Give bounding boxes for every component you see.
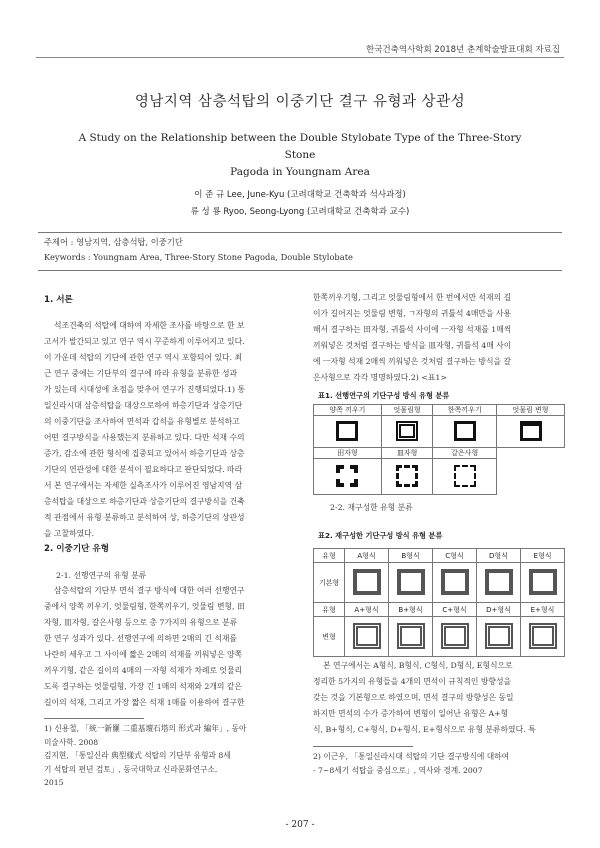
t2-head: A+형식: [345, 603, 389, 617]
s21-line: 끼우기형, 같은 길이의 4매의 ㅡ자형 석재가 차례로 엇물리: [44, 666, 243, 675]
page-number: - 207 -: [285, 820, 315, 830]
section-1-heading: 1. 서론: [44, 295, 73, 305]
t2-diagram: [521, 563, 565, 603]
r1-line: 한쪽끼우기형, 그리고 엇물림형에서 한 번에서만 석재의 길: [313, 293, 512, 302]
title-english-line1: A Study on the Relationship between the Double Stylobate Type of the Three-Story Stone: [78, 132, 522, 161]
fn2-line: - 7~8세기 석탑을 중심으로」, 역사와 경계. 2007: [313, 765, 483, 775]
footnote-rule: [44, 718, 144, 719]
footnote-rule-2: [313, 746, 413, 747]
fn1-line: 2015: [44, 778, 64, 787]
section-2-1-body: [44, 583, 289, 711]
r2-line: 정리한 5가지의 유형들을 4개의 면석이 규칙적인 방향성을: [313, 677, 512, 686]
s1-line: 이 가운데 석탑의 기단에 관한 연구 역시 포함되어 있다. 최: [44, 353, 243, 362]
t1-empty: [497, 459, 565, 495]
section-2-1-heading: 2-1. 선행연구의 유형 분류: [56, 571, 147, 580]
t2-diagram: [345, 563, 389, 603]
t2-row-label: 변형: [314, 617, 345, 657]
title-english-line2: Pagoda in Youngnam Area: [230, 166, 370, 178]
author-2: 류 성 룡 Ryoo, Seong-Lyong (고려대학교 건축학과 교수): [190, 207, 410, 217]
t1-head: 갈은사형: [433, 448, 497, 459]
t2-head: D+형식: [477, 603, 521, 617]
r1-line: 은사형으로 각각 명명하였다.2) <표1>: [313, 373, 447, 382]
s1-line: 적 관점에서 유형 분류하고 분석하여 상, 하층기단의 상관성: [44, 513, 245, 522]
s21-line: 나란히 세우고 그 사이에 짧은 2매의 석재를 끼워넣은 양쪽: [44, 650, 243, 659]
r2-line: 본 연구에서는 A형식, B형식, C형식, D형식, E형식으로: [323, 661, 513, 670]
r2-line: 식, B+형식, C+형식, D+형식, E+형식으로 유형 분류하였다. 특: [313, 725, 536, 734]
section-1-body: [44, 318, 289, 542]
s21-line: 길이의 석재, 그리고 가장 짧은 석재 1매를 이용하여 결구한: [44, 698, 245, 707]
s21-line: 한 연구 성과가 있다. 선행연구에 의하면 2매의 긴 석재를: [44, 634, 237, 643]
s1-line: 가 있는데 시대성에 초점을 맞추어 연구가 진행되었다.1) 통: [44, 385, 246, 394]
t1-diagram: [433, 416, 497, 448]
s1-line: 일신라시대 삼층석탑을 대상으로하여 하층기단과 상층기단: [44, 401, 243, 410]
t2-head: 유형: [314, 549, 345, 563]
s1-line: 증가, 감소에 관한 형식에 집중되고 있어서 하층기단과 상층: [44, 449, 245, 458]
keywords-en: Keywords : Youngnam Area, Three-Story Stone Pagoda, Double Stylobate: [44, 252, 353, 262]
t1-diagram: [497, 416, 565, 448]
table2-title: 표2. 재구성한 기단구성 방식 유형 분류: [318, 531, 443, 540]
t1-head: 한쪽끼우기: [433, 405, 497, 416]
fn1-line: 김지현, 「통일신라 典型樣式 석탑의 기단부 유형과 8세: [44, 751, 231, 760]
t1-diagram: [314, 459, 382, 495]
t2-diagram: [433, 563, 477, 603]
t2-head: C+형식: [433, 603, 477, 617]
fn1-line: 1) 신용철, 「統一新羅 二重基壇石塔의 形式과 編年」, 동아: [44, 724, 247, 733]
s1-line: 서 본 연구에서는 자세한 실측조사가 이루어진 영남지역 삼: [44, 481, 243, 490]
section-2-heading: 2. 이중기단 유형: [44, 544, 110, 554]
t1-diagram: [381, 459, 432, 495]
table2: [313, 548, 565, 657]
s1-line: 고서가 발간되고 있고 연구 역시 꾸준하게 이루어지고 있다.: [44, 337, 245, 346]
t1-head: 田자형: [314, 448, 382, 459]
t2-head: E형식: [521, 549, 565, 563]
author-1: 이 준 규 Lee, June-Kyu (고려대학교 건축학과 석사과정): [194, 190, 406, 200]
t2-head: 유형: [314, 603, 345, 617]
t1-empty: [497, 448, 565, 459]
header-rule: [36, 57, 564, 58]
t1-diagram: [433, 459, 497, 495]
footnote-1: [44, 722, 294, 790]
t1-diagram: [314, 416, 382, 448]
t2-diagram: [389, 563, 433, 603]
s21-line: 중에서 양쪽 끼우기, 엇물림형, 한쪽끼우기, 엇물림 변형, 田: [44, 602, 245, 611]
t2-diagram: [477, 563, 521, 603]
fn2-line: 2) 이근우, 「통일신라시대 석탑의 기단 결구방식에 대하여: [313, 752, 510, 761]
title-english: [70, 130, 530, 181]
t2-row-label: 기본형: [314, 563, 345, 603]
s21-line: 도록 결구하는 엇물림형, 가장 긴 1매의 석재와 2개의 같은: [44, 682, 242, 691]
t2-diagram: [433, 617, 477, 657]
s21-line: 자형, 皿자형, 갈은사형 등으로 총 7가지의 유형으로 분류: [44, 618, 238, 627]
s1-line: 을 고찰하였다.: [44, 529, 95, 538]
t1-diagram: [381, 416, 432, 448]
fn1-line: 기 석탑의 편년 검토」, 동국대학교 신라문화연구소.: [44, 764, 218, 774]
s1-line: 석조건축의 석탑에 대하여 자세한 조사를 바탕으로 한 보: [54, 321, 245, 330]
footnote-2: [313, 750, 568, 777]
t2-head: E+형식: [521, 603, 565, 617]
r1-line: 끼워넣은 것처럼 결구하는 방식을 皿자형, 귀틀석 4매 사이: [313, 341, 512, 350]
t2-diagram: [389, 617, 433, 657]
right-body-2: [313, 658, 563, 738]
t1-head: 양쪽 끼우기: [314, 405, 382, 416]
t1-head: 엇물림 변형: [497, 405, 565, 416]
keywords-ko: 주제어 : 영남지역, 삼층석탑, 이중기단: [44, 237, 183, 247]
r1-line: 에 ㅡ자형 석재 2매씩 끼워넣은 것처럼 결구하는 방식을 갈: [313, 357, 512, 366]
r2-line: 하지만 면석의 수가 증가하여 변형이 일어난 유형은 A+형: [313, 709, 509, 718]
t1-head: 엇물림형: [381, 405, 432, 416]
t2-head: A형식: [345, 549, 389, 563]
s1-line: 의 이중기단을 조사하여 면석과 갑석을 유형별로 분석하고: [44, 417, 240, 426]
r1-line: 이가 길어지는 엇물림 변형, ㄱ자형의 귀틀석 4매만을 사용: [313, 309, 512, 318]
conference-header: 한국건축역사학회 2018년 춘계학술발표대회 자료집: [366, 45, 560, 55]
s1-line: 층석탑을 대상으로 하층기단과 상층기단의 결구방식을 건축: [44, 497, 245, 506]
section-2-2-heading: 2-2. 재구성한 유형 분류: [330, 503, 413, 512]
t2-diagram: [345, 617, 389, 657]
t2-head: B형식: [389, 549, 433, 563]
t2-diagram: [521, 617, 565, 657]
t2-head: D형식: [477, 549, 521, 563]
s21-line: 삼층석탑의 기단부 면석 결구 방식에 대한 여러 선행연구: [54, 586, 245, 595]
s1-line: 기단의 연관성에 대한 분석이 필요하다고 판단되었다. 따라: [44, 465, 243, 474]
t2-diagram: [477, 617, 521, 657]
right-body-1: [313, 290, 563, 386]
r2-line: 갖는 것을 기본형으로 하였으며, 면석 결구의 방향성은 동일: [313, 693, 514, 702]
table1-title: 표1. 선행연구의 기단구성 방식 유형 분류: [318, 391, 450, 400]
fn1-line: 미술사학. 2008: [44, 737, 99, 747]
s1-line: 근 연구 중에는 기단부의 결구에 따라 유형을 분류한 성과: [44, 369, 238, 378]
t1-head: 皿자형: [381, 448, 432, 459]
table1: [313, 404, 565, 495]
t2-head: B+형식: [389, 603, 433, 617]
r1-line: 해서 결구하는 田자형, 귀틀석 사이에 ㅡ자형 석재를 1매씩: [313, 325, 512, 334]
s1-line: 어떤 결구방식을 사용했는지 분류하고 있다. 다만 석재 수의: [44, 433, 245, 442]
t2-head: C형식: [433, 549, 477, 563]
title-korean: 영남지역 삼층석탑의 이중기단 결구 유형과 상관성: [134, 94, 466, 110]
